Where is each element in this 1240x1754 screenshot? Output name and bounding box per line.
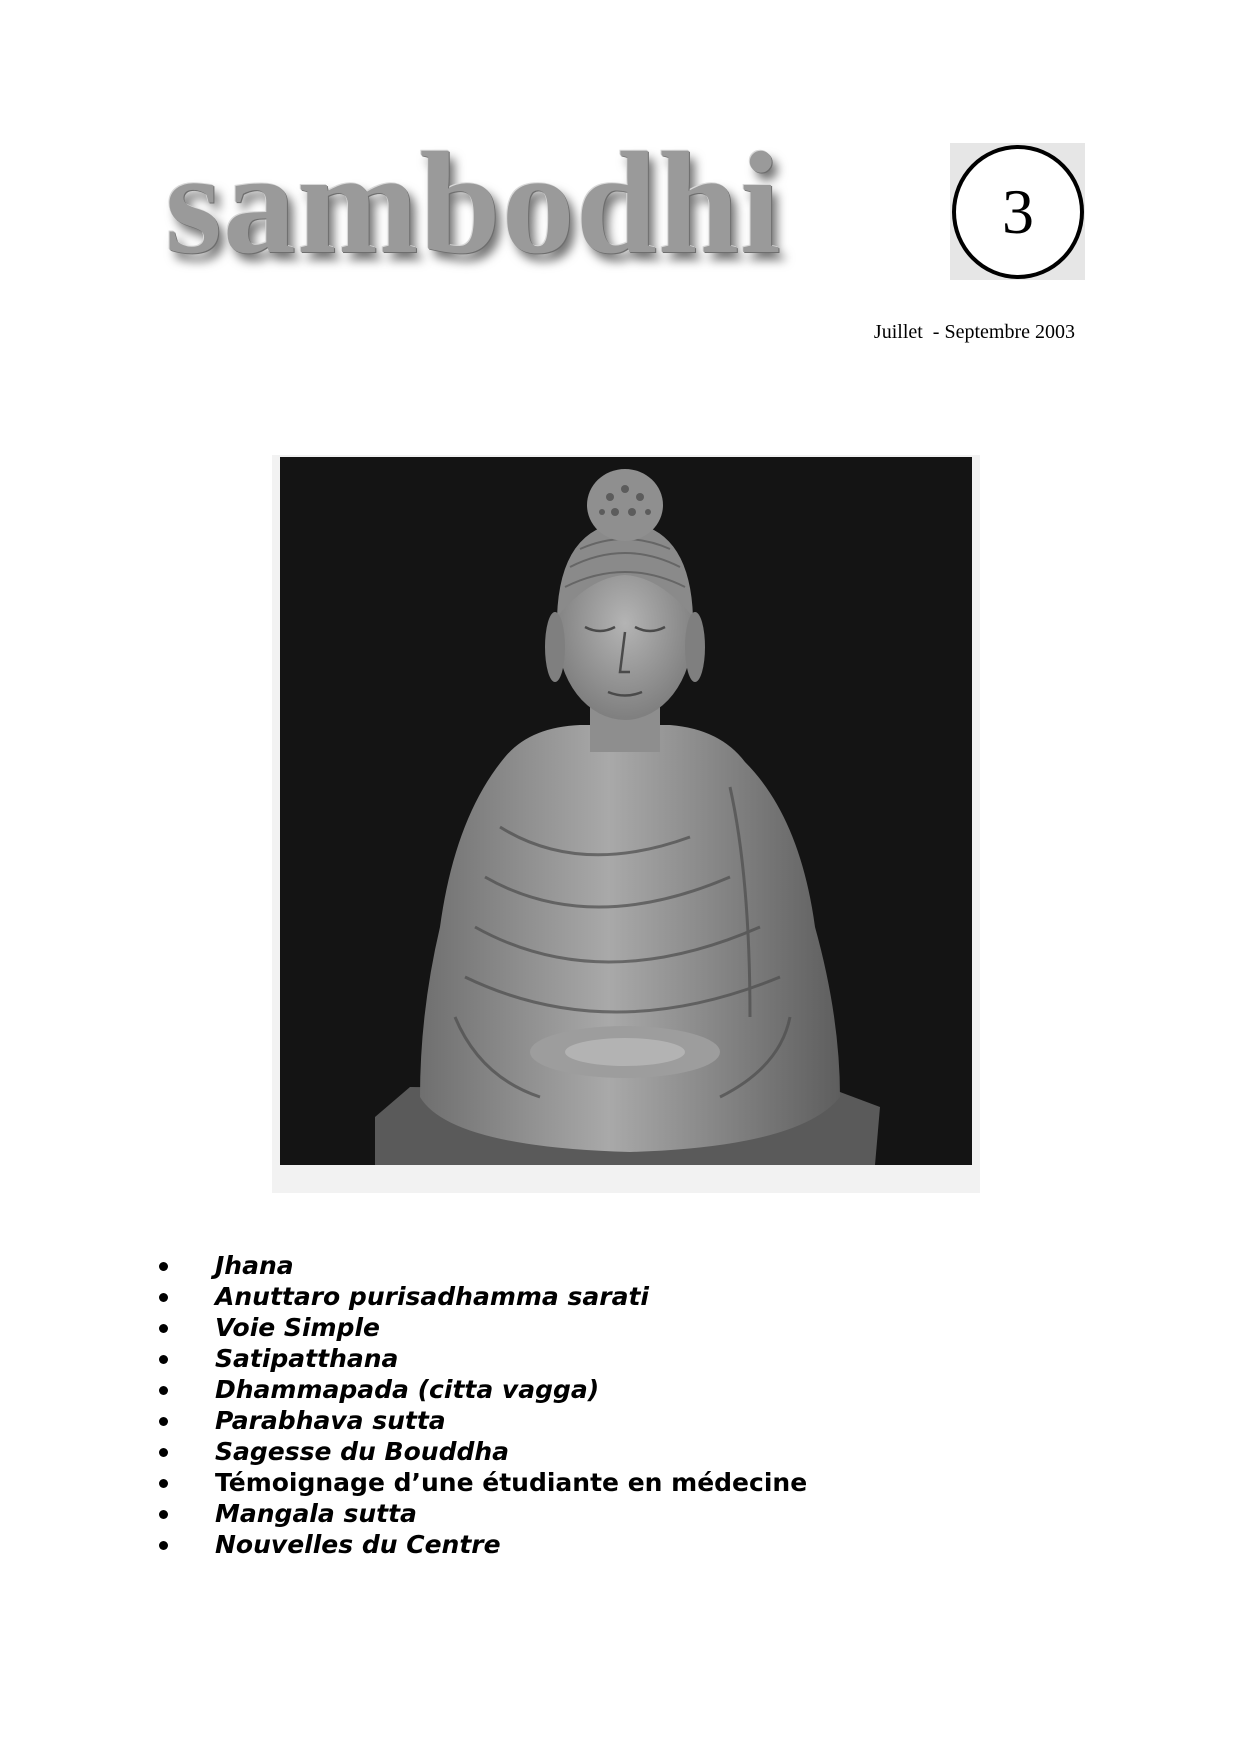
toc-item <box>152 1343 807 1374</box>
toc-item <box>152 1405 807 1436</box>
buddha-statue-photo <box>272 455 980 1193</box>
bullet-dot-icon <box>159 1355 168 1364</box>
toc-item <box>152 1529 807 1560</box>
bullet-dot-icon <box>159 1324 168 1333</box>
toc-item-label: Jhana <box>215 1251 294 1280</box>
buddha-statue-image <box>280 457 972 1165</box>
toc-item <box>152 1436 807 1467</box>
toc-item-label: Mangala sutta <box>215 1499 417 1528</box>
toc-item-label: Témoignage d’une étudiante en médecine <box>215 1468 808 1497</box>
magazine-title: sambodhi <box>165 122 782 284</box>
bullet-dot-icon <box>159 1510 168 1519</box>
toc-item <box>152 1312 807 1343</box>
toc-item <box>152 1498 807 1529</box>
toc-item <box>152 1374 807 1405</box>
bullet-dot-icon <box>159 1262 168 1271</box>
bullet-dot-icon <box>159 1417 168 1426</box>
bullet-dot-icon <box>159 1448 168 1457</box>
issue-number: 3 <box>1002 176 1034 247</box>
bullet-dot-icon <box>159 1386 168 1395</box>
bullet-dot-icon <box>159 1293 168 1302</box>
bullet-dot-icon <box>159 1479 168 1488</box>
table-of-contents <box>152 1250 807 1560</box>
issue-badge <box>950 143 1085 280</box>
toc-item-label: Voie Simple <box>215 1313 380 1342</box>
toc-item-label: Dhammapada (citta vagga) <box>215 1375 600 1404</box>
toc-item-label: Satipatthana <box>215 1344 399 1373</box>
bullet-dot-icon <box>159 1541 168 1550</box>
issue-circle <box>952 145 1084 279</box>
toc-item-label: Sagesse du Bouddha <box>215 1437 510 1466</box>
toc-item <box>152 1281 807 1312</box>
toc-item-label: Nouvelles du Centre <box>215 1530 501 1559</box>
toc-item <box>152 1250 807 1281</box>
toc-item-label: Anuttaro purisadhamma sarati <box>215 1282 649 1311</box>
issue-date: Juillet - Septembre 2003 <box>873 321 1075 343</box>
toc-item-label: Parabhava sutta <box>215 1406 446 1435</box>
toc-item <box>152 1467 807 1498</box>
